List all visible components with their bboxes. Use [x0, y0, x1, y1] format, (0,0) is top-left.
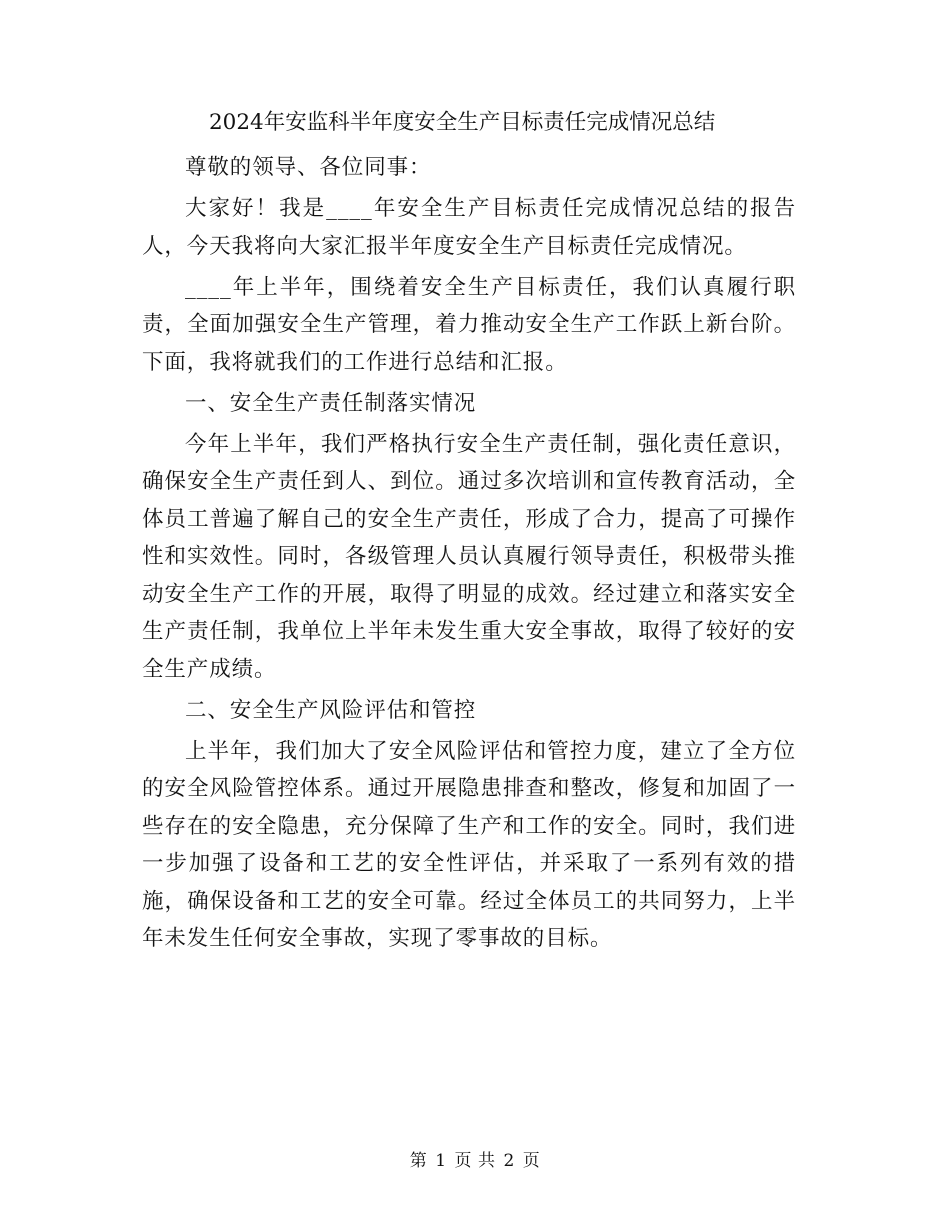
footer-prefix: 第	[409, 1151, 428, 1171]
greeting-paragraph: 尊敬的领导、各位同事：	[185, 155, 432, 180]
footer-page-number: 1	[435, 1151, 447, 1171]
section-heading-2: 二、安全生产风险评估和管控	[185, 697, 477, 723]
section-1-paragraph: 今年上半年，我们严格执行安全生产责任制，强化责任意识，确保安全生产责任到人、到位。通过多次培训和宣传教育活动，全体员工普遍了解自己的安全生产责任，形成了合力，提高了可操作性和实效性。同时，各级管理人员认真履行领导责任，积极带头推动安全生产工作的开展，取得了明显的成效。经过建立和落实安全生产责任制，我单位上半年未发生重大安全事故，取得了较好的安全生产成绩。	[142, 431, 796, 682]
document-body	[142, 102, 796, 958]
section-heading-1: 一、安全生产责任制落实情况	[185, 390, 477, 416]
page-footer	[0, 1146, 950, 1171]
footer-total-pages: 2	[503, 1151, 515, 1171]
footer-middle: 页 共	[454, 1151, 496, 1171]
intro-paragraph: 大家好！我是____年安全生产目标责任完成情况总结的报告人，今天我将向大家汇报半年度安全生产目标责任完成情况。	[142, 196, 796, 259]
footer-suffix: 页	[522, 1151, 541, 1171]
overview-paragraph: ____年上半年，围绕着安全生产目标责任，我们认真履行职责，全面加强安全生产管理，着力推动安全生产工作跃上新台阶。下面，我将就我们的工作进行总结和汇报。	[142, 274, 796, 375]
document-title: 2024年安监科半年度安全生产目标责任完成情况总结	[209, 110, 716, 135]
section-2-paragraph: 上半年，我们加大了安全风险评估和管控力度，建立了全方位的安全风险管控体系。通过开展隐患排查和整改，修复和加固了一些存在的安全隐患，充分保障了生产和工作的安全。同时，我们进一步加强了设备和工艺的安全性评估，并采取了一系列有效的措施，确保设备和工艺的安全可靠。经过全体员工的共同努力，上半年未发生任何安全事故，实现了零事故的目标。	[142, 738, 796, 951]
